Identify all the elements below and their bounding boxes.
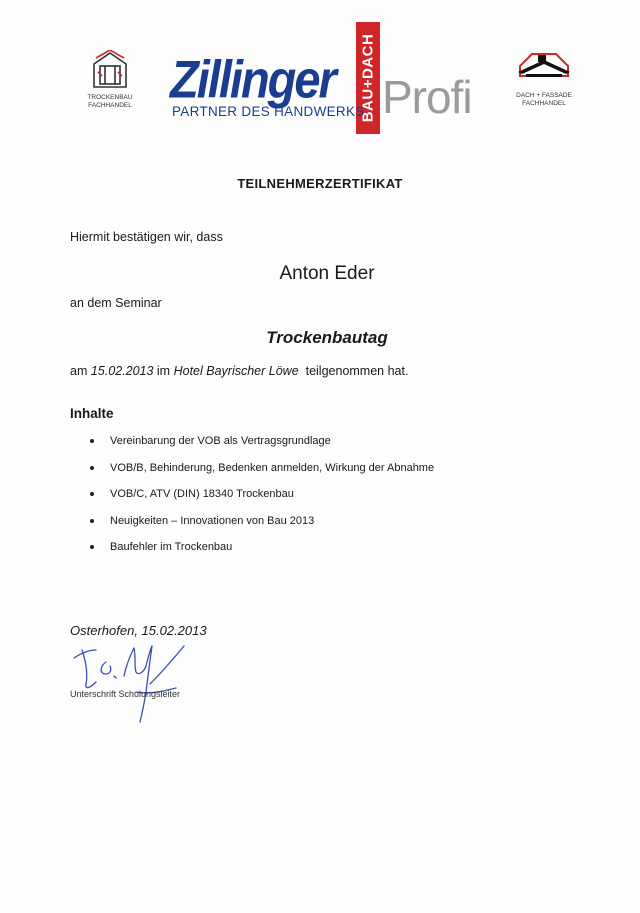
brand-tagline: PARTNER DES HANDWERKS <box>172 104 365 119</box>
list-item: VOB/B, Behinderung, Bedenken anmelden, Wirkung der Abnahme <box>88 461 434 488</box>
date-line <box>70 364 408 378</box>
left-logo-caption-2: FACHHANDEL <box>88 102 132 109</box>
dach-fassade-logo <box>508 50 580 122</box>
brand-vertical-text: BAU+DACH <box>359 33 377 123</box>
list-item: Baufehler im Trockenbau <box>88 540 434 567</box>
venue: Hotel Bayrischer Löwe <box>173 364 299 378</box>
brand-suffix: Profi <box>382 71 472 123</box>
seminar-intro: an dem Seminar <box>70 296 162 310</box>
seminar-date: 15.02.2013 <box>90 364 154 378</box>
list-item: VOB/C, ATV (DIN) 18340 Trockenbau <box>88 487 434 514</box>
right-logo-caption-2: FACHHANDEL <box>522 100 566 107</box>
signature-label: Unterschrift Schulungsleiter <box>70 689 181 699</box>
date-suffix: teilgenommen hat. <box>305 364 409 378</box>
house-frame-icon <box>90 50 130 90</box>
left-logo-caption-1: TROCKENBAU <box>87 94 133 101</box>
date-prefix: am <box>70 364 88 378</box>
place-date: Osterhofen, 15.02.2013 <box>70 623 207 638</box>
signature <box>66 636 216 726</box>
date-mid: im <box>156 364 171 378</box>
confirm-text: Hiermit bestätigen wir, dass <box>70 230 223 244</box>
brand-name: Zillinger <box>170 49 335 109</box>
roof-icon <box>516 50 572 88</box>
brand-logo <box>170 20 490 123</box>
list-item: Vereinbarung der VOB als Vertragsgrundlage <box>88 434 434 461</box>
contents-heading: Inhalte <box>70 406 114 421</box>
participant-name: Anton Eder <box>279 263 375 284</box>
certificate-title: TEILNEHMERZERTIFIKAT <box>237 176 403 191</box>
trockenbau-logo <box>80 50 140 122</box>
contents-list <box>88 434 434 567</box>
seminar-name: Trockenbautag <box>266 328 388 347</box>
list-item: Neuigkeiten – Innovationen von Bau 2013 <box>88 514 434 541</box>
right-logo-caption-1: DACH + FASSADE <box>516 92 572 99</box>
